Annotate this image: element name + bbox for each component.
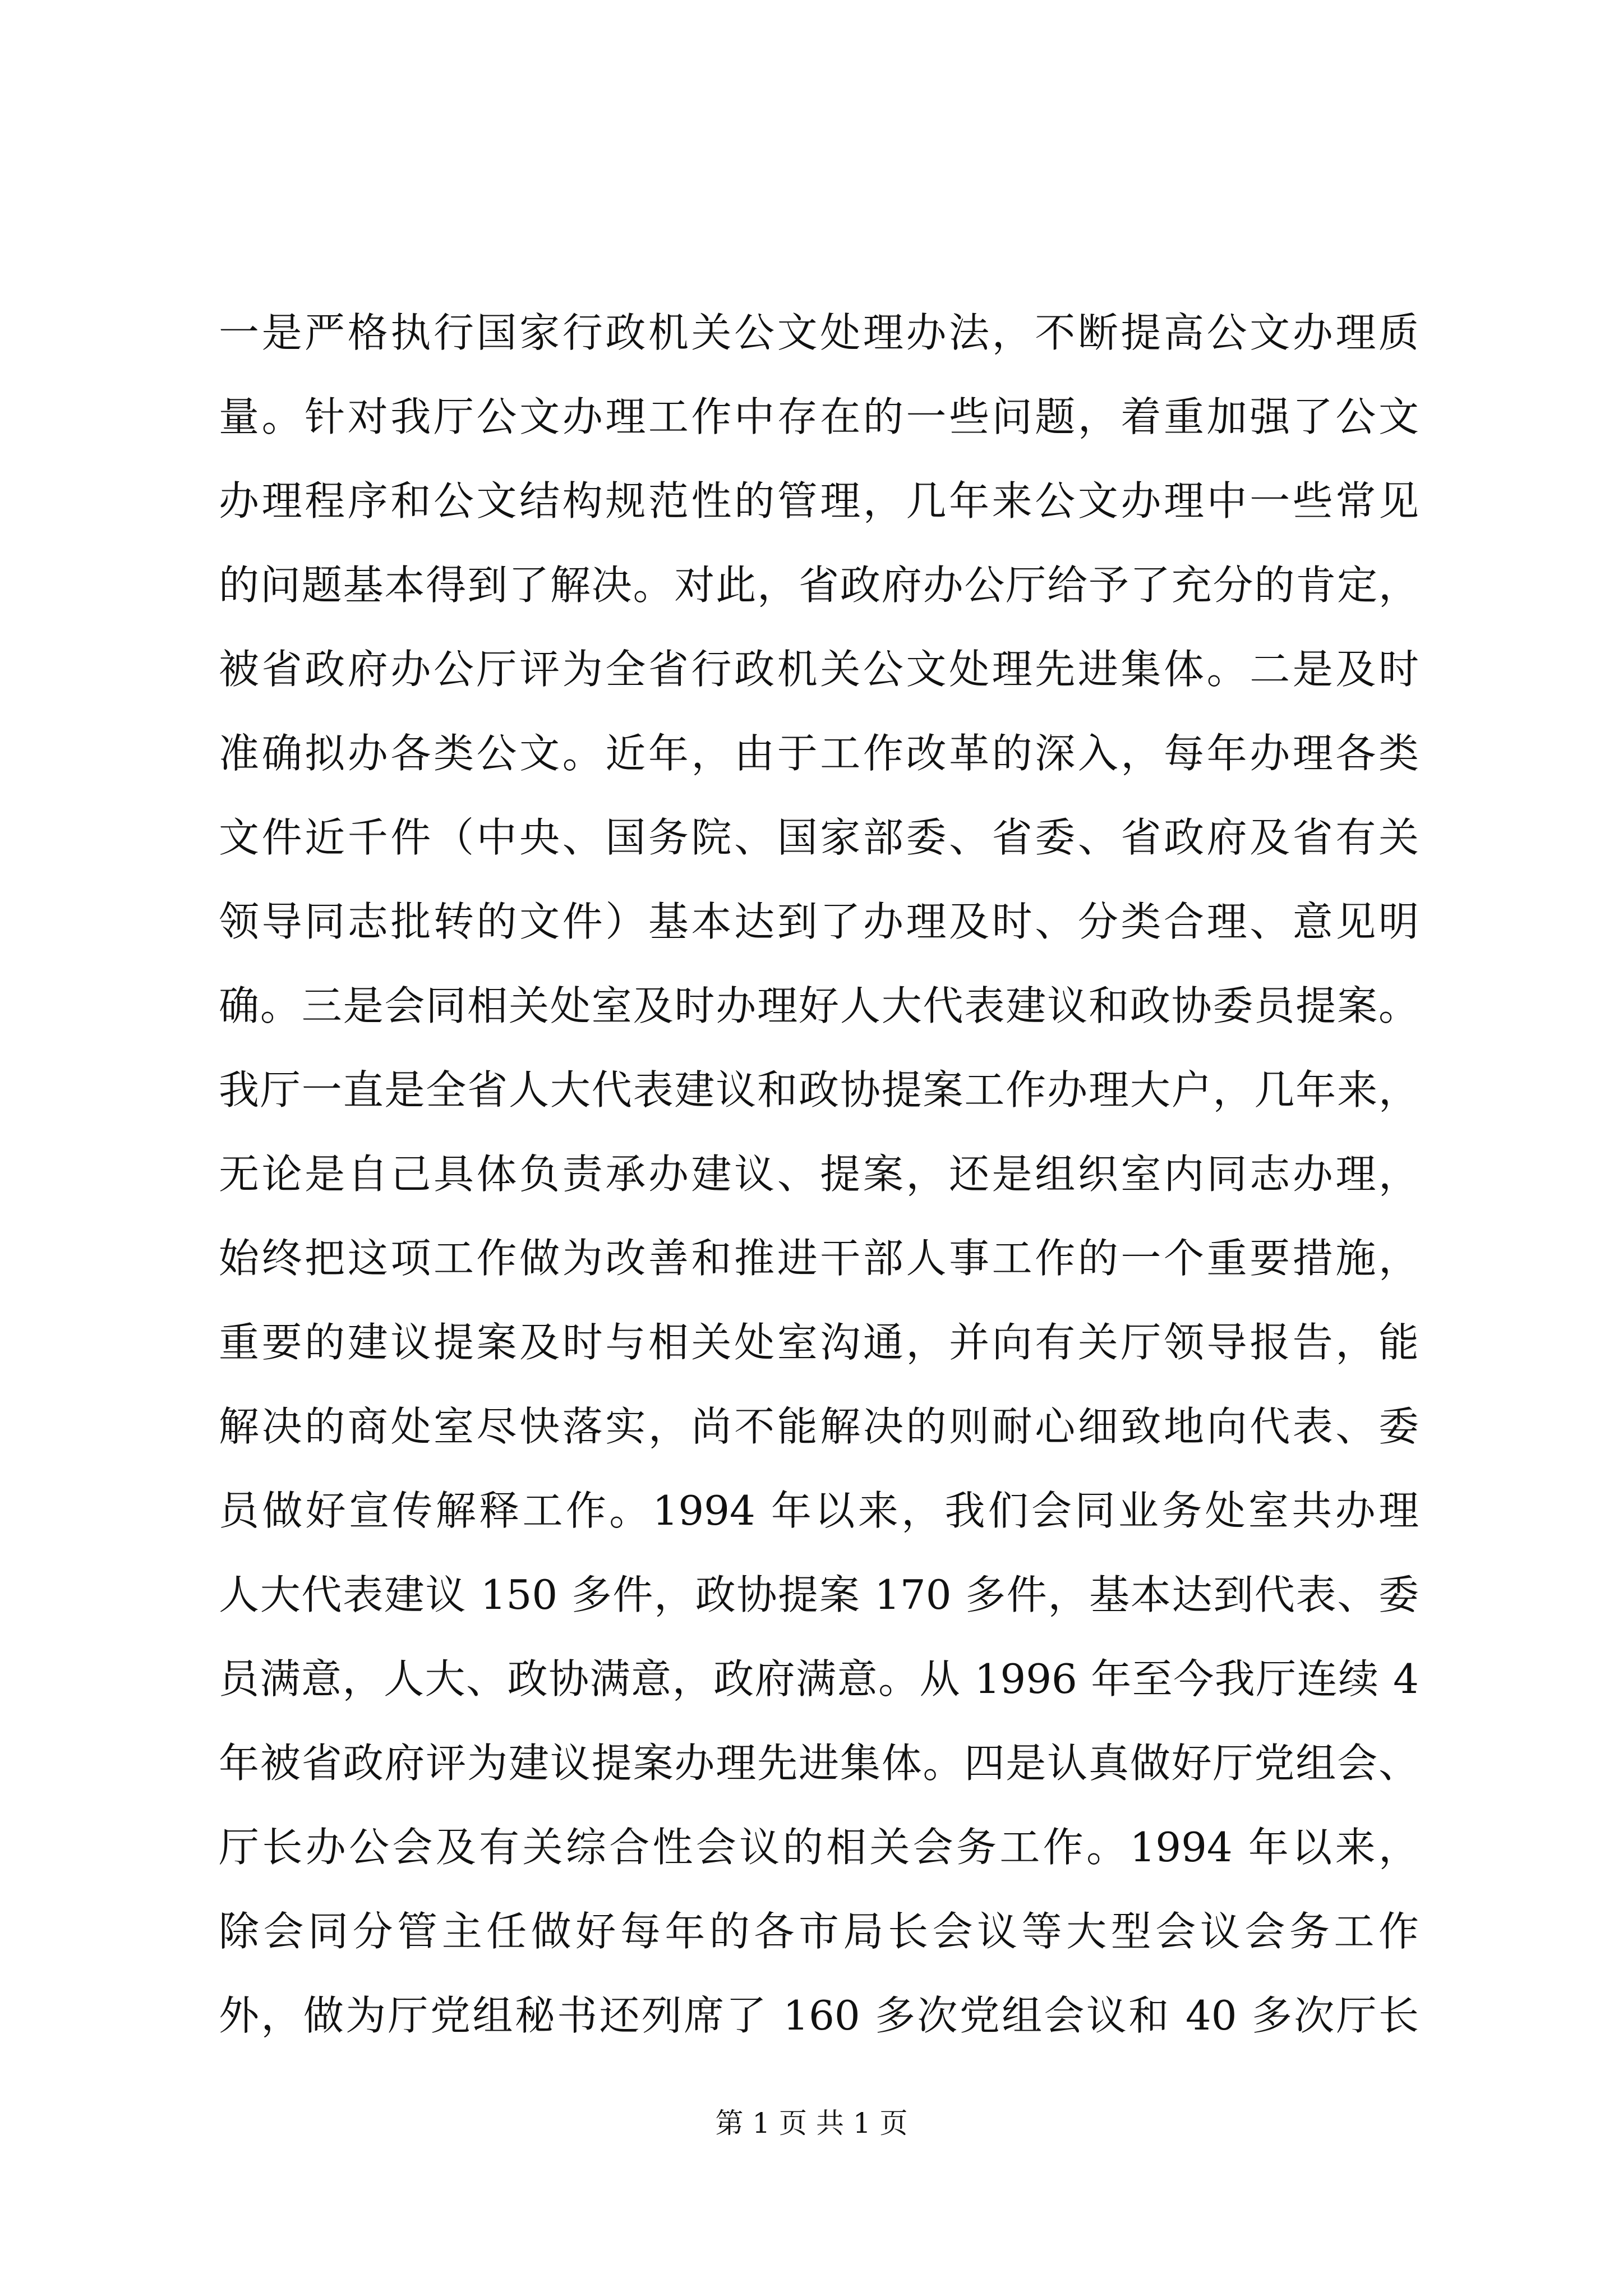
text-line: 除会同分管主任做好每年的各市局长会议等大型会议会务工作	[219, 1908, 1419, 1955]
text-line: 文件近千件（中央、国务院、国家部委、省委、省政府及省有关	[219, 814, 1419, 861]
text-line: 外，做为厅党组秘书还列席了 160 多次党组会议和 40 多次厅长	[219, 1992, 1419, 2039]
text-line: 始终把这项工作做为改善和推进干部人事工作的一个重要措施，	[219, 1235, 1419, 1282]
text-line: 的问题基本得到了解决。对此，省政府办公厅给予了充分的肯定，	[219, 562, 1419, 609]
text-line: 员做好宣传解释工作。1994 年以来，我们会同业务处室共办理	[219, 1487, 1419, 1534]
text-line: 准确拟办各类公文。近年，由于工作改革的深入，每年办理各类	[219, 730, 1419, 777]
text-line: 重要的建议提案及时与相关处室沟通，并向有关厅领导报告，能	[219, 1319, 1419, 1366]
text-line: 被省政府办公厅评为全省行政机关公文处理先进集体。二是及时	[219, 646, 1419, 693]
page-number: 第 1 页 共 1 页	[715, 2107, 908, 2139]
text-line: 年被省政府评为建议提案办理先进集体。四是认真做好厅党组会、	[219, 1740, 1419, 1787]
text-line: 厅长办公会及有关综合性会议的相关会务工作。1994 年以来，	[219, 1824, 1419, 1871]
text-line: 一是严格执行国家行政机关公文处理办法，不断提高公文办理质	[219, 309, 1419, 356]
text-line: 确。三是会同相关处室及时办理好人大代表建议和政协委员提案。	[219, 982, 1419, 1029]
text-line: 解决的商处室尽快落实，尚不能解决的则耐心细致地向代表、委	[219, 1403, 1419, 1450]
text-line: 员满意，人大、政协满意，政府满意。从 1996 年至今我厅连续 4	[219, 1655, 1419, 1703]
text-line: 量。针对我厅公文办理工作中存在的一些问题，着重加强了公文	[219, 393, 1419, 440]
text-line: 无论是自己具体负责承办建议、提案，还是组织室内同志办理，	[219, 1151, 1419, 1198]
text-line: 领导同志批转的文件）基本达到了办理及时、分类合理、意见明	[219, 898, 1419, 945]
text-line: 办理程序和公文结构规范性的管理，几年来公文办理中一些常见	[219, 477, 1419, 524]
text-line: 我厅一直是全省人大代表建议和政协提案工作办理大户，几年来，	[219, 1066, 1419, 1114]
text-line: 人大代表建议 150 多件，政协提案 170 多件，基本达到代表、委	[219, 1571, 1419, 1618]
body-paragraph	[219, 291, 1419, 2058]
page-footer	[0, 2104, 1623, 2143]
